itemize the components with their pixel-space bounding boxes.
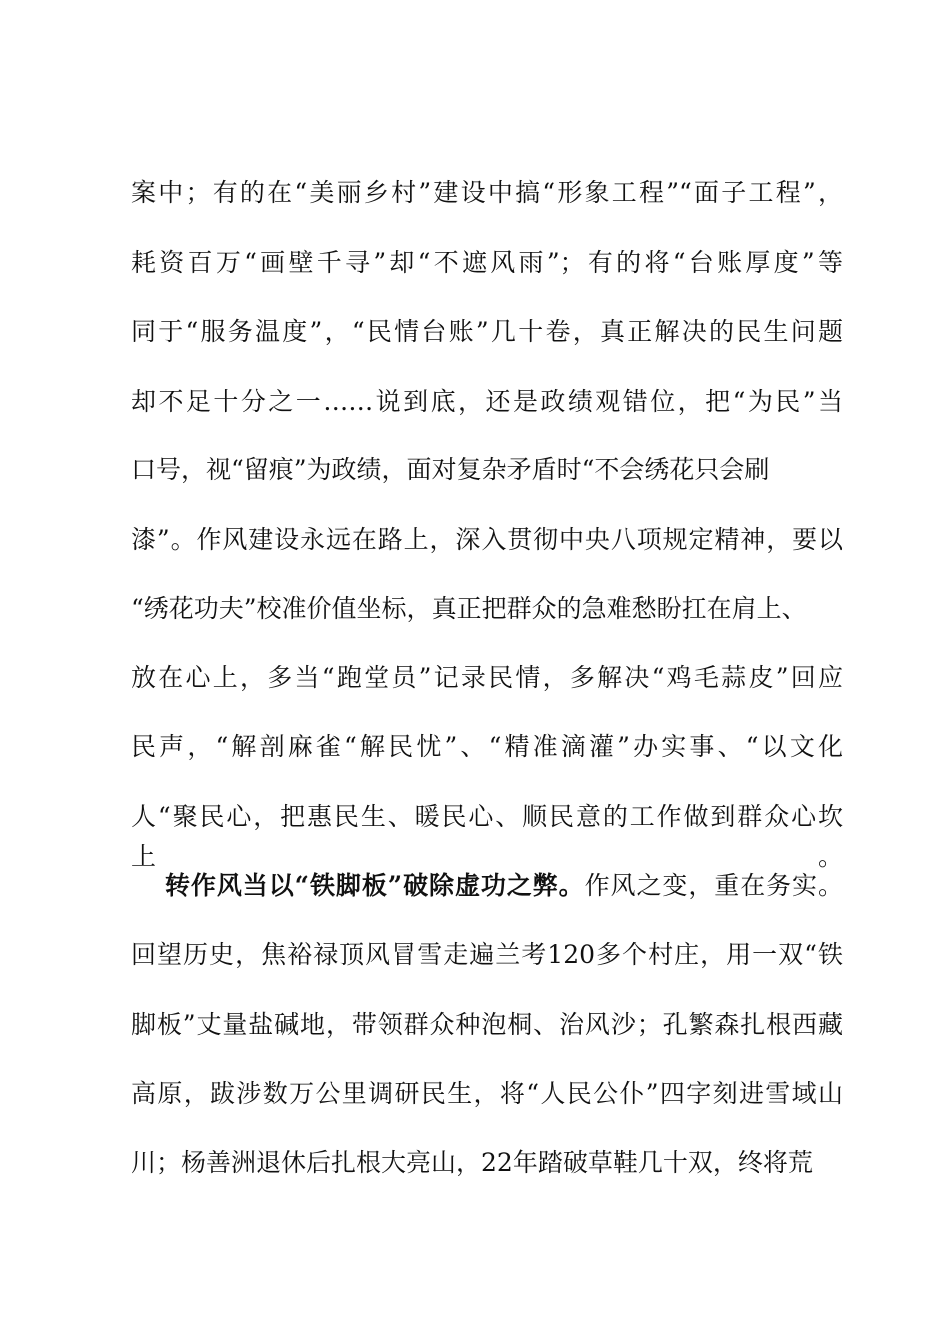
section-heading-line bbox=[131, 866, 843, 906]
text-line: 却不足十分之一……说到底，还是政绩观错位，把“为民”当 bbox=[131, 387, 843, 416]
section-heading: 转作风当以“铁脚板”破除虚功之弊。 bbox=[165, 871, 585, 900]
text-line: 案中；有的在“美丽乡村”建设中搞“形象工程”“面子工程”， bbox=[131, 178, 843, 207]
text-line: 耗资百万“画壁千寻”却“不遮风雨”；有的将“台账厚度”等 bbox=[131, 248, 843, 277]
text-line: 脚板”丈量盐碱地，带领群众种泡桐、治风沙；孔繁森扎根西藏 bbox=[131, 1010, 843, 1039]
text-line: 口号，视“留痕”为政绩，面对复杂矛盾时“不会绣花只会刷 bbox=[131, 455, 770, 484]
text-line: 放在心上，多当“跑堂员”记录民情，多解决“鸡毛蒜皮”回应 bbox=[131, 663, 843, 692]
text-line: 民声，“解剖麻雀“解民忧”、“精准滴灌”办实事、“以文化 bbox=[131, 732, 843, 761]
text-line: 川；杨善洲退休后扎根大亮山，22年踏破草鞋几十双，终将荒 bbox=[131, 1148, 813, 1177]
text-line: “绣花功夫”校准价值坐标，真正把群众的急难愁盼扛在肩上、 bbox=[131, 594, 807, 623]
text-line: 高原，跋涉数万公里调研民生，将“人民公仆”四字刻进雪域山 bbox=[131, 1079, 843, 1108]
heading-continuation: 作风之变，重在务实。 bbox=[584, 871, 843, 900]
text-line: 回望历史，焦裕禄顶风冒雪走遍兰考120多个村庄，用一双“铁 bbox=[131, 940, 843, 969]
text-line: 同于“服务温度”，“民情台账”几十卷，真正解决的民生问题 bbox=[131, 317, 843, 346]
text-line: 漆”。作风建设永远在路上，深入贯彻中央八项规定精神，要以 bbox=[131, 525, 843, 554]
text-line: 人“聚民心，把惠民生、暖民心、顺民意的工作做到群众心坎上。 bbox=[131, 802, 843, 871]
